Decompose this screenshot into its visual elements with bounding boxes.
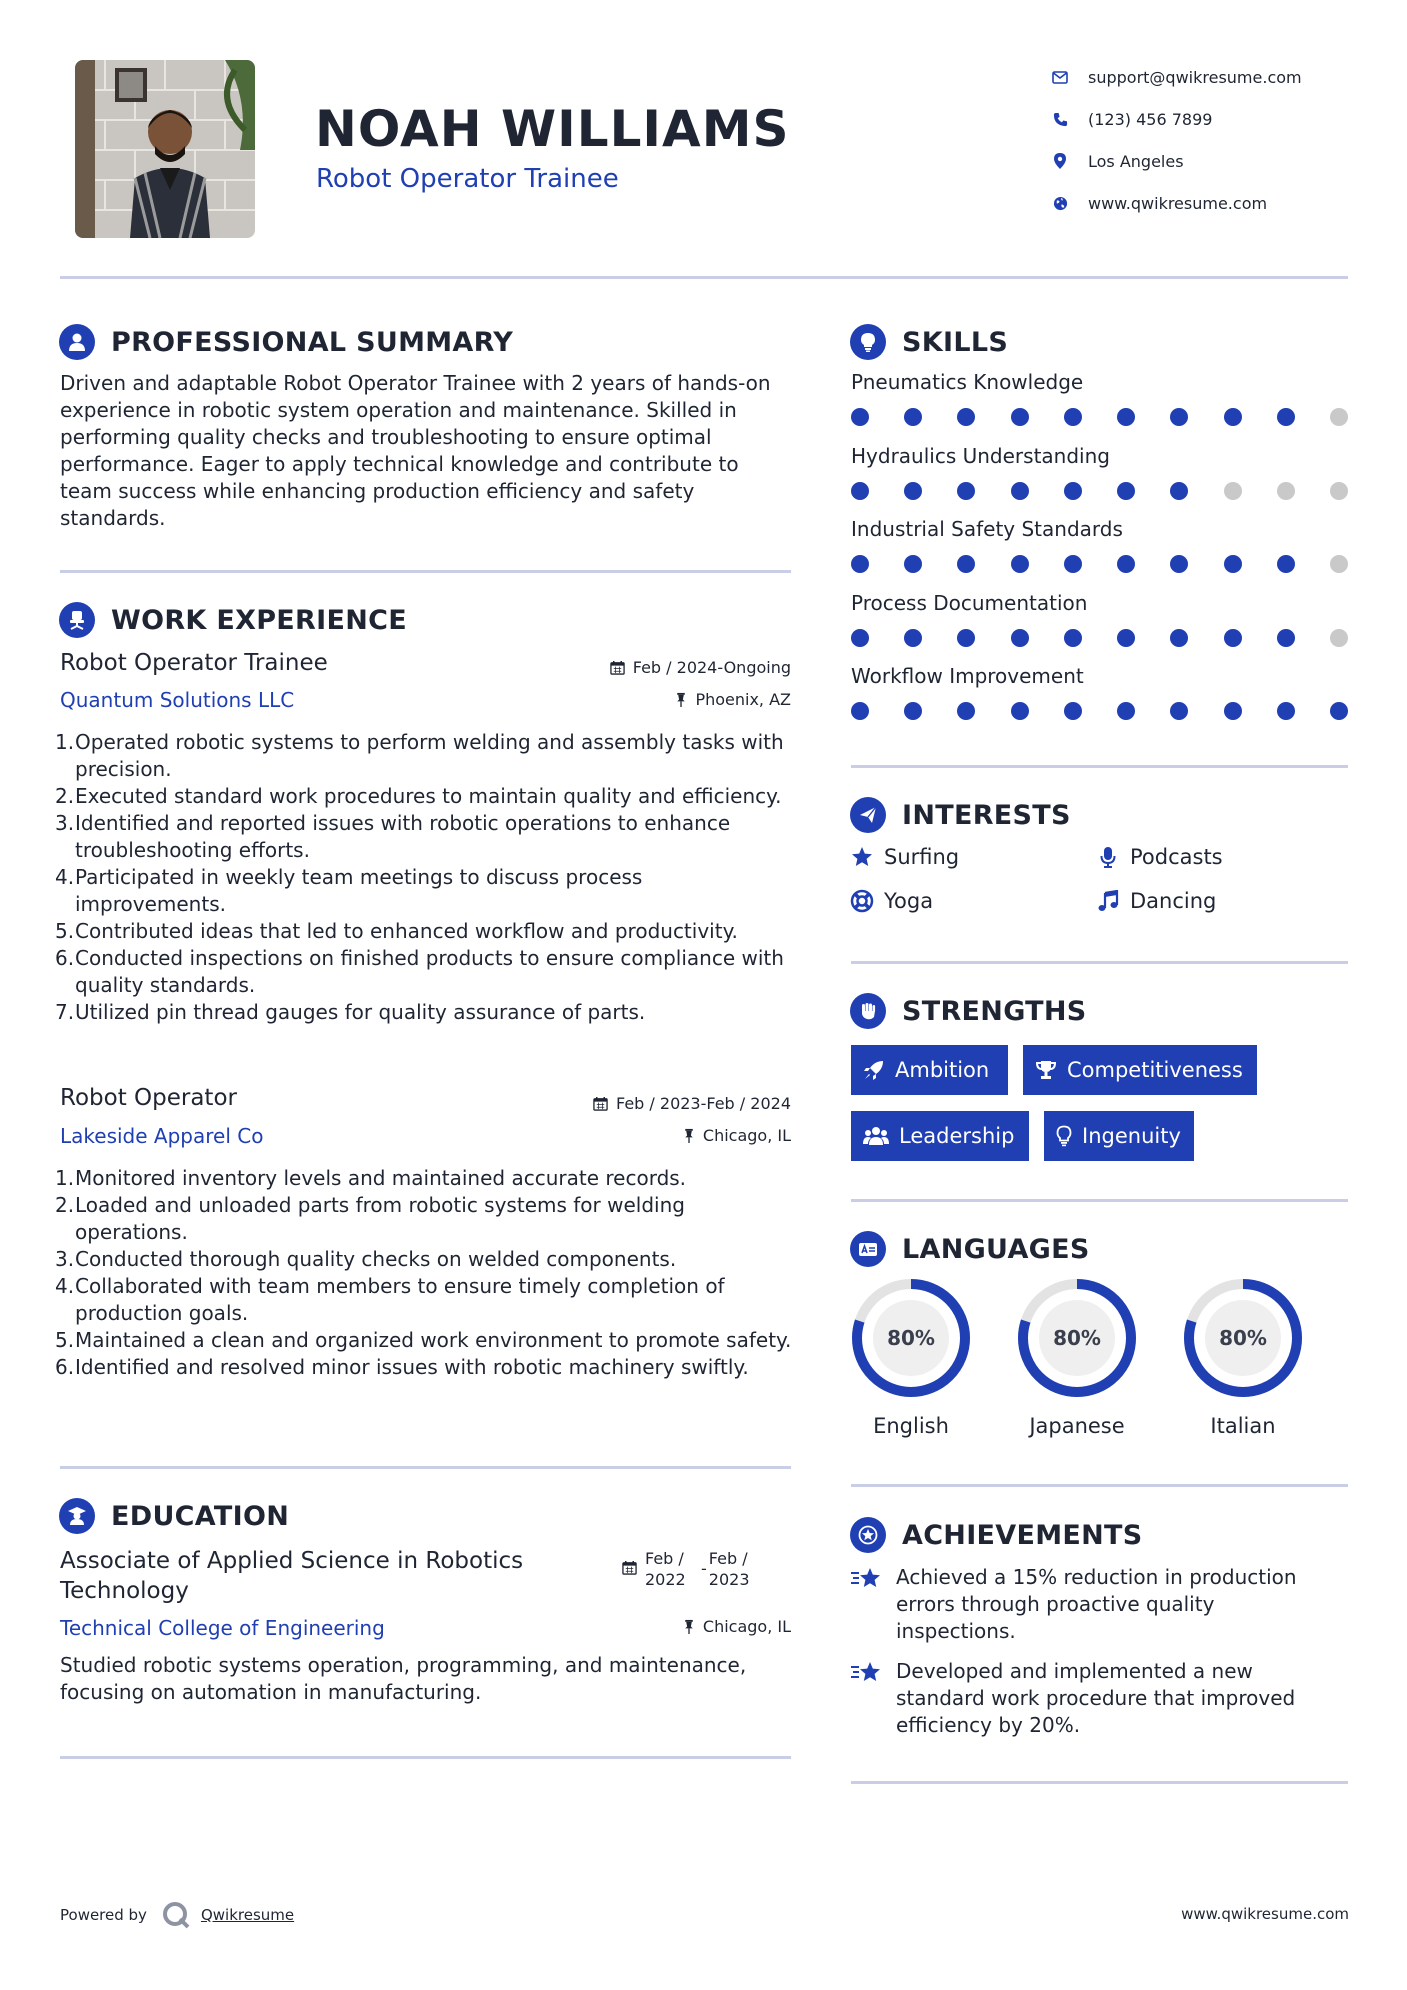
education-date-end: Feb / 2023 — [708, 1549, 750, 1589]
pin-icon — [683, 1128, 695, 1143]
strengths-divider — [851, 1199, 1348, 1202]
interest-item — [850, 889, 933, 913]
skill-rating — [851, 482, 1348, 500]
strengths-heading — [850, 993, 1087, 1029]
paper-plane-icon — [850, 797, 886, 833]
interest-label: Podcasts — [1130, 845, 1223, 869]
rating-dot-filled — [1064, 482, 1082, 500]
interest-label: Dancing — [1130, 889, 1217, 913]
interest-label: Surfing — [884, 845, 960, 869]
contact-email[interactable] — [1050, 56, 1380, 98]
rating-dot-filled — [1224, 408, 1242, 426]
strength-label: Ambition — [895, 1058, 990, 1082]
rating-dot-filled — [957, 482, 975, 500]
rating-dot-filled — [957, 408, 975, 426]
school-name: Technical College of Engineering — [60, 1616, 385, 1640]
rating-dot-filled — [1011, 555, 1029, 573]
list-item: 2. Loaded and unloaded parts from robotic systems for welding operations. — [55, 1193, 685, 1244]
list-item: 5. Contributed ideas that led to enhanced workflow and productivity. — [55, 919, 738, 943]
achievements-title: ACHIEVEMENTS — [902, 1519, 1143, 1551]
rating-dot-filled — [1011, 629, 1029, 647]
rating-dot-filled — [1011, 482, 1029, 500]
list-item: 6. Identified and resolved minor issues with robotic machinery swiftly. — [55, 1355, 749, 1379]
rating-dot-empty — [1277, 482, 1295, 500]
strength-label: Leadership — [899, 1124, 1015, 1148]
star-icon — [850, 845, 874, 869]
microphone-icon — [1096, 845, 1120, 869]
rating-dot-empty — [1330, 482, 1348, 500]
phone-icon — [1050, 109, 1070, 129]
shooting-star-icon — [850, 1564, 884, 1645]
rating-dot-filled — [1064, 555, 1082, 573]
skill-rating — [851, 702, 1348, 720]
languages-title: LANGUAGES — [902, 1233, 1090, 1265]
work-heading — [59, 602, 407, 638]
lightbulb-icon — [850, 324, 886, 360]
rating-dot-filled — [1224, 629, 1242, 647]
list-item: 1. Operated robotic systems to perform welding and assembly tasks with precision. — [55, 730, 784, 781]
candidate-name: NOAH WILLIAMS — [315, 100, 790, 158]
rating-dot-filled — [1224, 702, 1242, 720]
interest-item — [1096, 889, 1216, 913]
rating-dot-filled — [1064, 702, 1082, 720]
award-star-icon — [850, 1517, 886, 1553]
strength-label: Ingenuity — [1082, 1124, 1181, 1148]
achievements-divider — [851, 1781, 1348, 1784]
education-divider — [60, 1756, 791, 1759]
rating-dot-filled — [1224, 555, 1242, 573]
lightbulb-icon — [1056, 1125, 1072, 1147]
rating-dot-filled — [957, 555, 975, 573]
footer-powered-by — [60, 1900, 294, 1930]
skills-heading — [850, 324, 1008, 360]
rating-dot-filled — [851, 629, 869, 647]
summary-divider — [60, 570, 791, 573]
interests-divider — [851, 961, 1348, 964]
language-name: English — [873, 1414, 949, 1438]
shooting-star-icon — [850, 1658, 884, 1739]
pin-icon — [683, 1619, 695, 1634]
work-title: WORK EXPERIENCE — [111, 604, 407, 636]
languages-divider — [851, 1484, 1348, 1487]
contact-list — [1050, 56, 1380, 224]
language-progress-ring — [1181, 1276, 1305, 1400]
job-date-text: Feb / 2024-Ongoing — [632, 658, 791, 677]
job-location — [480, 690, 791, 709]
job-company: Lakeside Apparel Co — [60, 1124, 264, 1148]
rating-dot-empty — [1330, 555, 1348, 573]
interest-item — [1096, 845, 1223, 869]
contact-location — [1050, 140, 1380, 182]
achievements-heading — [850, 1517, 1143, 1553]
contact-phone[interactable] — [1050, 98, 1380, 140]
header-divider — [60, 276, 1348, 279]
group-icon — [863, 1125, 889, 1147]
language-card-icon — [850, 1231, 886, 1267]
rating-dot-filled — [851, 702, 869, 720]
rating-dot-filled — [1117, 555, 1135, 573]
user-icon — [59, 324, 95, 360]
skill-name: Pneumatics Knowledge — [851, 370, 1084, 394]
rating-dot-empty — [1224, 482, 1242, 500]
rating-dot-filled — [1277, 408, 1295, 426]
rating-dot-filled — [1011, 408, 1029, 426]
rating-dot-filled — [851, 555, 869, 573]
job-location-text: Chicago, IL — [702, 1126, 791, 1145]
education-location — [480, 1617, 791, 1636]
skills-title: SKILLS — [902, 326, 1009, 358]
raised-fist-icon — [850, 993, 886, 1029]
rating-dot-filled — [1064, 408, 1082, 426]
education-date-start: Feb / 2022 — [645, 1549, 686, 1589]
calendar-icon — [622, 1560, 637, 1579]
job-date-text: Feb / 2023-Feb / 2024 — [616, 1094, 791, 1113]
mail-icon — [1050, 67, 1070, 87]
calendar-icon — [610, 660, 625, 675]
rating-dot-filled — [1277, 702, 1295, 720]
summary-title: PROFESSIONAL SUMMARY — [111, 326, 514, 358]
education-date — [622, 1548, 763, 1590]
list-item: 6. Conducted inspections on finished products to ensure compliance with quality standards. — [55, 946, 784, 997]
lifebuoy-icon — [850, 889, 874, 913]
interest-item — [850, 845, 959, 869]
skill-rating — [851, 629, 1348, 647]
rating-dot-filled — [904, 702, 922, 720]
list-item: 7. Utilized pin thread gauges for quality assurance of parts. — [55, 1000, 646, 1024]
achievement-item — [850, 1564, 1330, 1645]
strength-badge — [1023, 1045, 1257, 1095]
summary-text: Driven and adaptable Robot Operator Trainee with 2 years of hands-on experience in robotic system operation and maintenance. Skilled in performing quality checks and troubleshooting to ensure optimal performance. Eager to apply technical knowledge and contribute to team success while enhancing production efficiency and safety standards. — [60, 371, 771, 530]
rating-dot-filled — [904, 555, 922, 573]
achievement-text: Achieved a 15% reduction in production errors through proactive quality inspections. — [896, 1565, 1297, 1643]
job-title: Robot Operator — [60, 1085, 237, 1111]
rating-dot-filled — [1170, 702, 1188, 720]
list-item: 4. Participated in weekly team meetings to discuss process improvements. — [55, 865, 643, 916]
language-percent: 80% — [1219, 1326, 1267, 1350]
rating-dot-filled — [1170, 555, 1188, 573]
contact-phone-text: (123) 456 7899 — [1088, 109, 1213, 129]
rating-dot-filled — [1117, 702, 1135, 720]
achievement-text: Developed and implemented a new standard work procedure that improved efficiency by 20%. — [896, 1659, 1296, 1737]
skill-name: Workflow Improvement — [851, 664, 1084, 688]
skill-rating — [851, 408, 1348, 426]
candidate-title: Robot Operator Trainee — [316, 164, 619, 194]
job-location — [480, 1126, 791, 1145]
interests-title: INTERESTS — [902, 799, 1071, 831]
interests-heading — [850, 797, 1071, 833]
rating-dot-filled — [1170, 408, 1188, 426]
rating-dot-filled — [1277, 555, 1295, 573]
list-item: 3. Conducted thorough quality checks on welded components. — [55, 1247, 677, 1271]
interest-label: Yoga — [884, 889, 934, 913]
contact-email-text: support@qwikresume.com — [1088, 67, 1302, 87]
map-pin-icon — [1050, 151, 1070, 171]
trophy-icon — [1035, 1059, 1057, 1081]
skill-name: Process Documentation — [851, 590, 1088, 615]
strengths-title: STRENGTHS — [902, 995, 1087, 1027]
rating-dot-filled — [1277, 629, 1295, 647]
list-item: 4. Collaborated with team members to ensure timely completion of production goals. — [55, 1274, 725, 1325]
list-item: 5. Maintained a clean and organized work environment to promote safety. — [55, 1328, 792, 1352]
degree-title: Associate of Applied Science in Robotics Technology — [60, 1548, 524, 1604]
qwikresume-logo-icon — [161, 1900, 191, 1930]
education-heading — [59, 1498, 289, 1534]
strength-badge — [851, 1045, 1008, 1095]
rating-dot-filled — [957, 702, 975, 720]
footer-url[interactable]: www.qwikresume.com — [1181, 1905, 1349, 1923]
job-duties-list — [55, 729, 795, 1026]
list-item: 2. Executed standard work procedures to maintain quality and efficiency. — [55, 784, 782, 808]
education-title: EDUCATION — [111, 1500, 290, 1532]
rating-dot-filled — [1064, 629, 1082, 647]
rating-dot-empty — [1330, 408, 1348, 426]
job-date — [480, 658, 791, 677]
language-progress-ring — [1015, 1276, 1139, 1400]
rating-dot-filled — [1117, 408, 1135, 426]
education-location-text: Chicago, IL — [702, 1617, 791, 1636]
rating-dot-filled — [957, 629, 975, 647]
calendar-icon — [593, 1096, 608, 1111]
job-company: Quantum Solutions LLC — [60, 688, 295, 712]
powered-by-label: Powered by — [60, 1906, 147, 1924]
pin-icon — [675, 692, 687, 707]
achievement-item — [850, 1658, 1330, 1739]
rating-dot-filled — [1011, 702, 1029, 720]
job-date — [480, 1094, 791, 1113]
language-name: Italian — [1210, 1414, 1276, 1438]
rocket-icon — [863, 1059, 885, 1081]
rating-dot-filled — [904, 408, 922, 426]
strength-badge — [1044, 1111, 1194, 1161]
rating-dot-filled — [851, 408, 869, 426]
graduate-icon — [59, 1498, 95, 1534]
work-divider — [60, 1466, 791, 1469]
strength-badge — [851, 1111, 1029, 1161]
summary-heading — [59, 324, 513, 360]
education-text: Studied robotic systems operation, programming, and maintenance, focusing on automation in manufacturing. — [60, 1653, 747, 1704]
rating-dot-filled — [1170, 629, 1188, 647]
skill-rating — [851, 555, 1348, 573]
rating-dot-filled — [851, 482, 869, 500]
skill-name: Industrial Safety Standards — [851, 517, 1123, 541]
rating-dot-filled — [904, 482, 922, 500]
job-location-text: Phoenix, AZ — [695, 690, 791, 709]
rating-dot-filled — [1117, 482, 1135, 500]
languages-heading — [850, 1231, 1090, 1267]
rating-dot-filled — [1330, 702, 1348, 720]
language-progress-ring — [849, 1276, 973, 1400]
brand-link[interactable]: Qwikresume — [200, 1906, 295, 1924]
contact-location-text: Los Angeles — [1088, 151, 1184, 171]
rating-dot-filled — [1117, 629, 1135, 647]
rating-dot-filled — [1170, 482, 1188, 500]
rating-dot-empty — [1330, 629, 1348, 647]
skill-name: Hydraulics Understanding — [851, 443, 1110, 468]
language-name: Japanese — [1029, 1414, 1125, 1438]
date-separator: - — [701, 1559, 707, 1578]
job-title: Robot Operator Trainee — [60, 650, 328, 676]
job-duties-list — [55, 1165, 795, 1381]
skills-divider — [851, 765, 1348, 768]
contact-website-text: www.qwikresume.com — [1088, 193, 1268, 213]
contact-website[interactable] — [1050, 182, 1380, 224]
list-item: 3. Identified and reported issues with robotic operations to enhance troubleshooting efforts. — [55, 811, 731, 862]
globe-icon — [1050, 193, 1070, 213]
rating-dot-filled — [904, 629, 922, 647]
list-item: 1. Monitored inventory levels and maintained accurate records. — [55, 1166, 687, 1190]
music-note-icon — [1096, 889, 1120, 913]
language-percent: 80% — [887, 1326, 935, 1350]
profile-photo — [75, 60, 255, 238]
strength-label: Competitiveness — [1067, 1058, 1243, 1082]
office-chair-icon — [59, 602, 95, 638]
language-percent: 80% — [1053, 1326, 1101, 1350]
